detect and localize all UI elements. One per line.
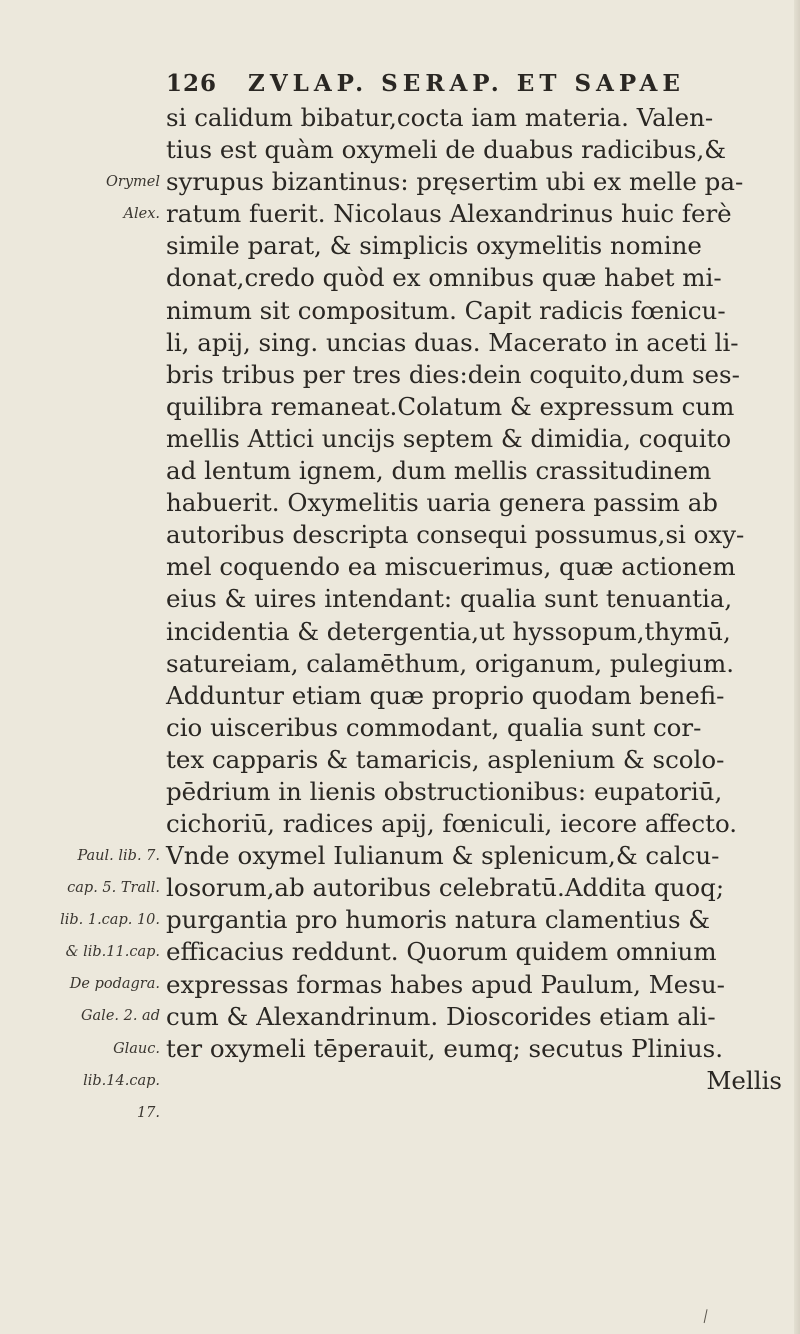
text-line: autoribus descripta consequi possumus,si oxy-: [166, 520, 745, 550]
text-line: efficacius reddunt. Quorum quidem omnium: [166, 937, 717, 967]
margin-note: Glauc.: [113, 1040, 160, 1057]
text-line: mellis Attici uncijs septem & dimidia, coquito: [166, 423, 732, 453]
running-title: ZVLAP. SERAP. ET SAPAE: [248, 70, 685, 97]
text-line: pēdrium in lienis obstructionibus: eupatoriū,: [166, 776, 723, 806]
catchword: Mellis: [706, 1065, 782, 1095]
text-line: tex capparis & tamaricis, asplenium & scolo-: [166, 744, 725, 774]
page-edge: [794, 0, 800, 1334]
text-line: mel coquendo ea miscuerimus, quæ actionem: [166, 552, 736, 582]
text-line: bris tribus per tres dies:dein coquito,dum ses-: [166, 359, 740, 389]
margin-note: Alex.: [123, 206, 160, 223]
margin-note: lib.14.cap.: [83, 1072, 160, 1089]
margin-note: Gale. 2. ad: [80, 1008, 160, 1025]
margin-note: cap. 5. Trall.: [67, 880, 160, 897]
text-line: quilibra remaneat.Colatum & expressum cum: [166, 391, 735, 421]
text-line: donat,credo quòd ex omnibus quæ habet mi-: [166, 263, 722, 293]
text-line: satureiam, calamēthum, origanum, pulegium.: [166, 648, 735, 678]
body-text: [166, 102, 786, 1097]
margin-note: lib. 1.cap. 10.: [60, 912, 160, 929]
text-line: syrupus bizantinus: pręsertim ubi ex melle pa-: [166, 167, 744, 197]
text-line: ter oxymeli tēperauit, eumq; secutus Plinius.: [166, 1033, 724, 1063]
page-number: 126: [166, 70, 218, 97]
text-line: cio uisceribus commodant, qualia sunt cor-: [166, 712, 702, 742]
text-line: purgantia pro humoris natura clamentius &: [166, 905, 711, 935]
text-line: cichoriū, radices apij, fœniculi, iecore affecto.: [166, 809, 738, 839]
margin-note: & lib.11.cap.: [65, 944, 160, 961]
text-line: simile parat, & simplicis oxymelitis nomine: [166, 231, 702, 261]
text-line: li, apij, sing. uncias duas. Macerato in aceti li-: [166, 327, 739, 357]
text-line: ratum fuerit. Nicolaus Alexandrinus huic ferè: [166, 199, 732, 229]
text-line: habuerit. Oxymelitis uaria genera passim ab: [166, 488, 718, 518]
margin-notes-top: [0, 166, 160, 230]
text-line: ad lentum ignem, dum mellis crassitudinem: [166, 456, 712, 486]
text-line: tius est quàm oxymeli de duabus radicibus,&: [166, 135, 727, 165]
text-line: nimum sit compositum. Capit radicis fœnicu-: [166, 295, 726, 325]
text-line: losorum,ab autoribus celebratū.Addita quoq;: [166, 873, 725, 903]
text-line: cum & Alexandrinum. Dioscorides etiam ali-: [166, 1001, 716, 1031]
margin-note: Orymel: [106, 174, 160, 190]
margin-note: De podagra.: [69, 976, 160, 993]
running-header: [166, 70, 786, 97]
text-line: expressas formas habes apud Paulum, Mesu-: [166, 969, 725, 999]
text-line: Vnde oxymel Iulianum & splenicum,& calcu-: [166, 841, 720, 871]
text-line: eius & uires intendant: qualia sunt tenuantia,: [166, 584, 733, 614]
text-line: si calidum bibatur,cocta iam materia. Valen-: [166, 103, 714, 132]
margin-note: 17.: [136, 1104, 160, 1121]
margin-notes-bottom: [0, 840, 160, 1129]
text-line: Adduntur etiam quæ proprio quodam benefi-: [166, 680, 725, 710]
margin-note: Paul. lib. 7.: [77, 848, 160, 864]
text-line: incidentia & detergentia,ut hyssopum,thymū,: [166, 616, 731, 646]
ink-mark: [704, 1309, 716, 1325]
